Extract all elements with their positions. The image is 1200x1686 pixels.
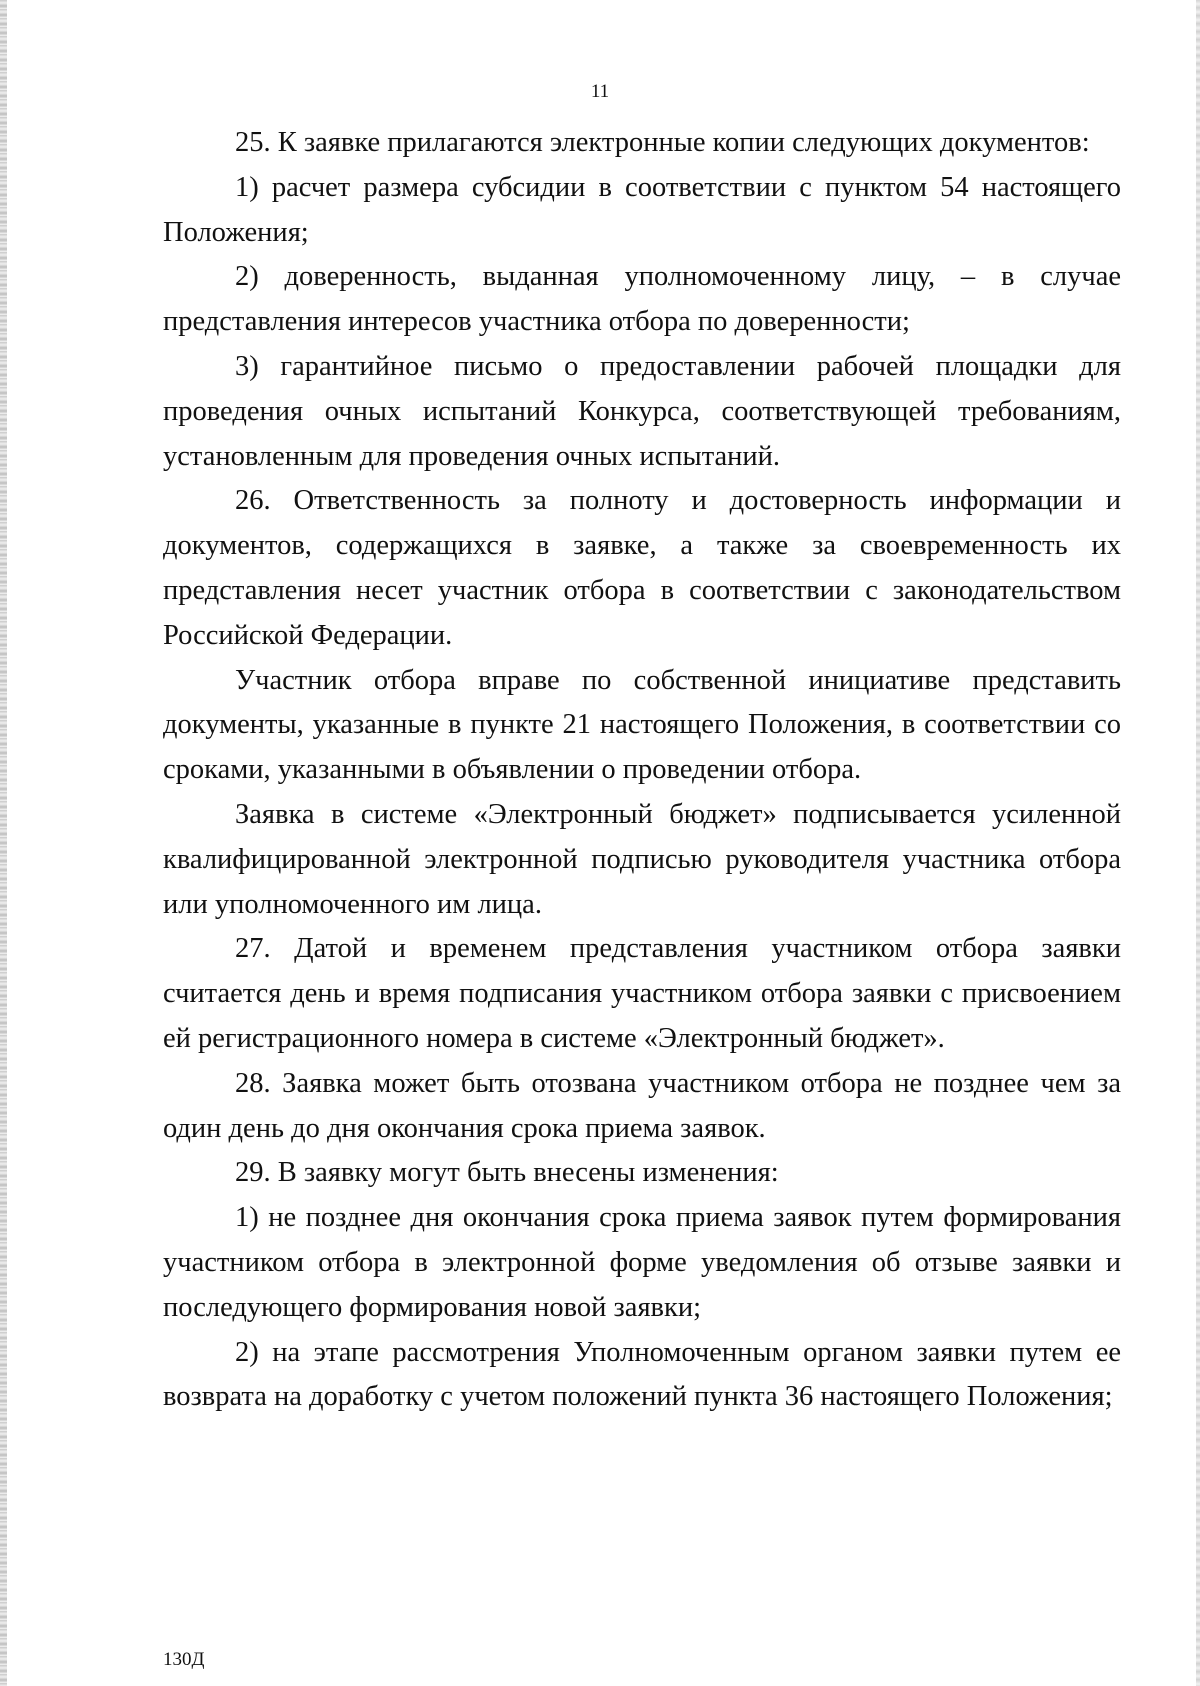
paragraph-25: 25. К заявке прилагаются электронные копии следующих документов:	[235, 127, 1090, 158]
paragraph-25-item-1: 1) расчет размера субсидии в соответствии с пунктом 54 настоящего Положения;	[163, 171, 1121, 248]
paragraph-26-signature: Заявка в системе «Электронный бюджет» подписывается усиленной квалифицированной электронной подписью руководителя участника отбора или уполномоченного им лица.	[163, 798, 1121, 920]
scan-edge-left	[0, 0, 7, 1686]
scan-edge-right	[1196, 0, 1200, 1686]
paragraph-26-initiative: Участник отбора вправе по собственной инициативе представить документы, указанные в пункте 21 настоящего Положения, в соответствии со сроками, указанными в объявлении о проведении отбора.	[163, 664, 1121, 786]
paragraph-29: 29. В заявку могут быть внесены изменения:	[235, 1157, 779, 1189]
page-number: 11	[590, 81, 610, 102]
paragraph-25-item-3: 3) гарантийное письмо о предоставлении рабочей площадки для проведения очных испытаний Конкурса, соответствующей требованиям, установленным для проведения очных испытаний.	[163, 350, 1121, 472]
paragraph-26: 26. Ответственность за полноту и достоверность информации и документов, содержащихся в заявке, а также за своевременность их представления несет участник отбора в соответствии с законодательством Российской Федерации.	[163, 485, 1121, 651]
paragraph-28: 28. Заявка может быть отозвана участником отбора не позднее чем за один день до дня окончания срока приема заявок.	[163, 1067, 1121, 1144]
paragraph-25-item-2: 2) доверенность, выданная уполномоченному лицу, – в случае представления интересов участника отбора по доверенности;	[163, 261, 1121, 338]
paragraph-29-item-2: 2) на этапе рассмотрения Уполномоченным органом заявки путем ее возврата на доработку с учетом положений пункта 36 настоящего Положения;	[163, 1336, 1121, 1413]
document-body	[163, 121, 1121, 1420]
paragraph-29-item-1: 1) не позднее дня окончания срока приема заявок путем формирования участником отбора в электронной форме уведомления об отзыве заявки и последующего формирования новой заявки;	[163, 1202, 1121, 1323]
paragraph-27: 27. Датой и временем представления участником отбора заявки считается день и время подписания участником отбора заявки с присвоением ей регистрационного номера в системе «Электронный бюджет».	[163, 933, 1121, 1054]
document-code: 130Д	[163, 1649, 205, 1670]
